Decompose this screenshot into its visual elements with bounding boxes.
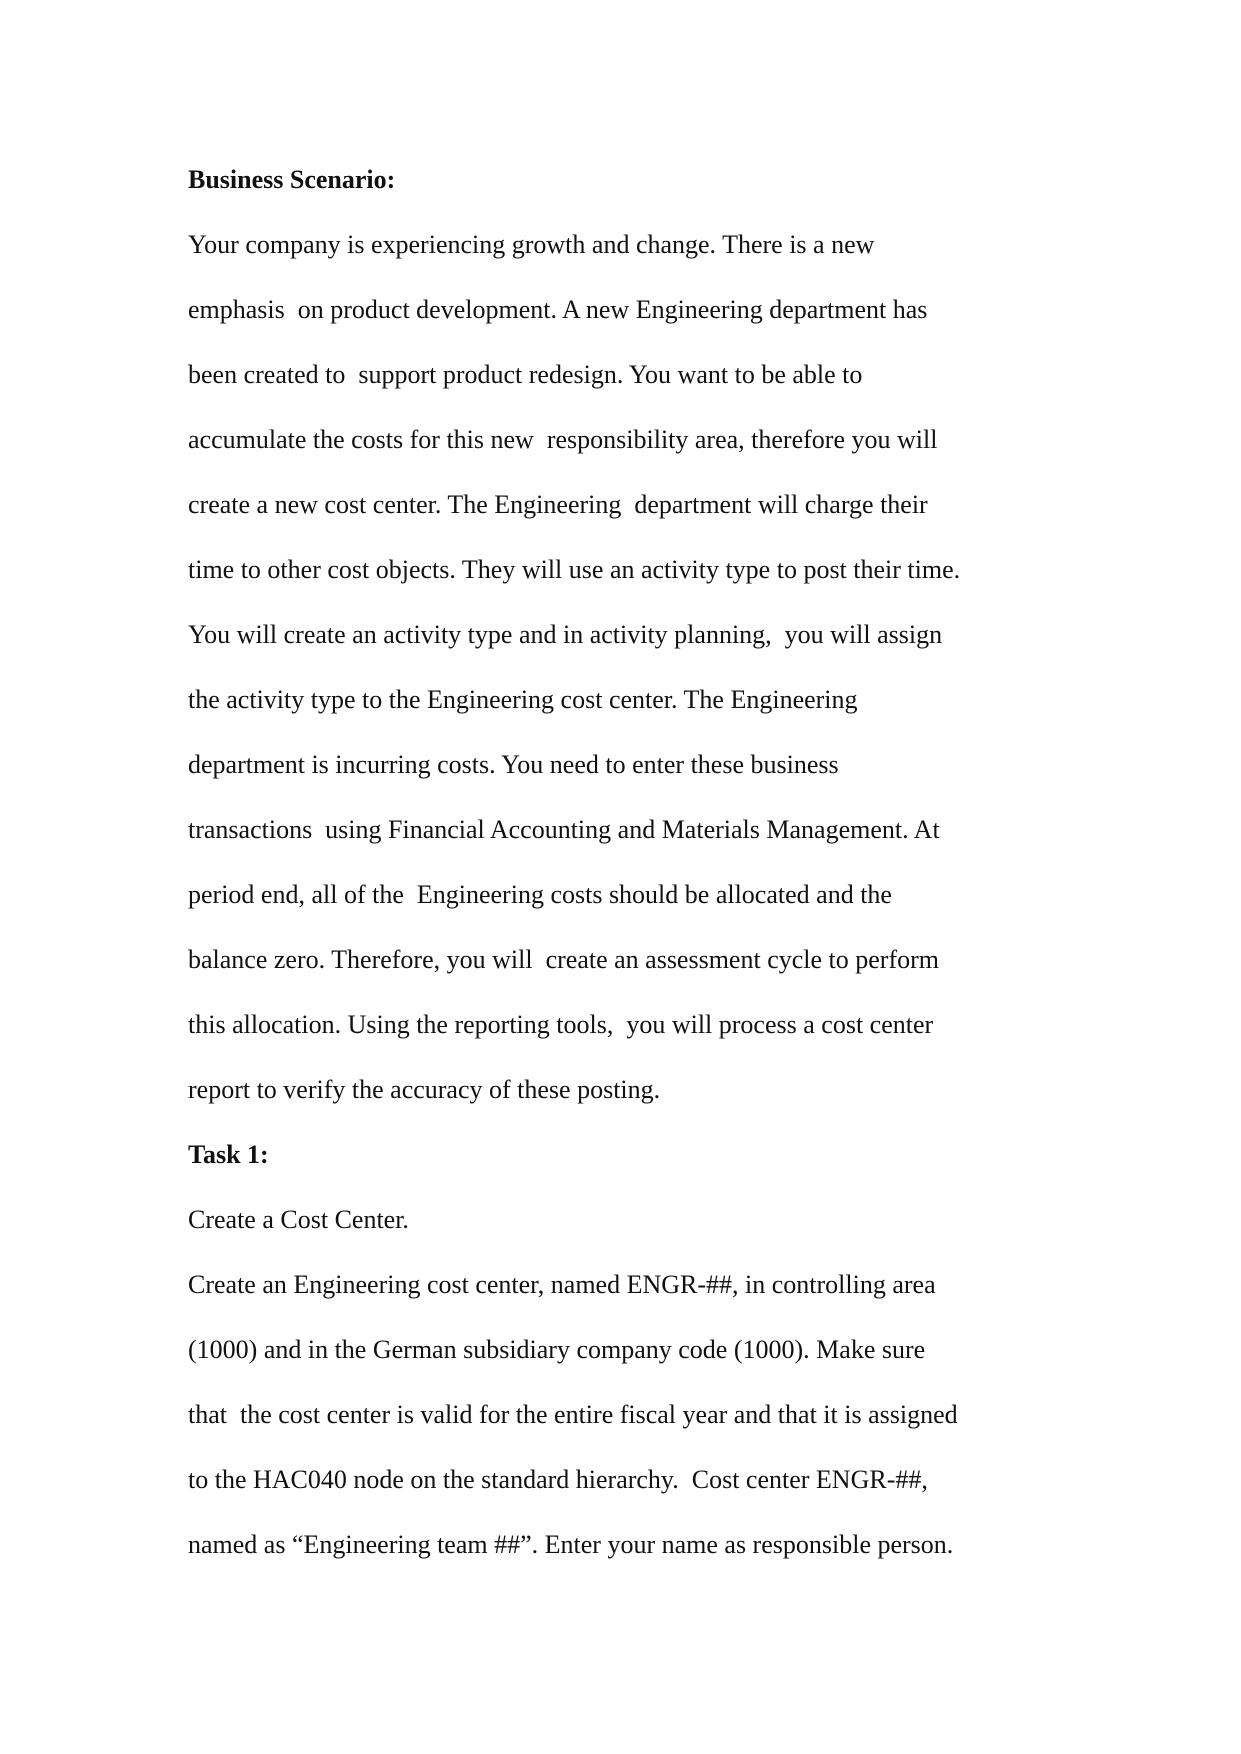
scenario-line: accumulate the costs for this new responsibility area, therefore you will — [188, 425, 938, 454]
scenario-line: report to verify the accuracy of these posting. — [188, 1075, 661, 1104]
task1-line: (1000) and in the German subsidiary company code (1000). Make sure — [188, 1335, 926, 1364]
scenario-line: time to other cost objects. They will use an activity type to post their time. — [188, 555, 961, 584]
document-body — [188, 160, 1068, 1590]
task1-line: that the cost center is valid for the entire fiscal year and that it is assigned — [188, 1400, 958, 1429]
scenario-paragraph — [188, 225, 1068, 1135]
task1-heading: Task 1: — [188, 1140, 269, 1169]
scenario-line: been created to support product redesign. You want to be able to — [188, 360, 863, 389]
scenario-line: Your company is experiencing growth and change. There is a new — [188, 230, 875, 259]
scenario-line: transactions using Financial Accounting and Materials Management. At — [188, 815, 940, 844]
task1-line: to the HAC040 node on the standard hierarchy. Cost center ENGR-##, — [188, 1465, 928, 1494]
scenario-line: balance zero. Therefore, you will create an assessment cycle to perform — [188, 945, 940, 974]
scenario-line: period end, all of the Engineering costs should be allocated and the — [188, 880, 892, 909]
task1-title: Create a Cost Center. — [188, 1205, 409, 1234]
task1-paragraph — [188, 1265, 1068, 1590]
business-scenario-heading: Business Scenario: — [188, 165, 396, 194]
task1-line: named as “Engineering team ##”. Enter your name as responsible person. — [188, 1530, 954, 1559]
task1-line: Create an Engineering cost center, named ENGR-##, in controlling area — [188, 1270, 936, 1299]
scenario-line: emphasis on product development. A new Engineering department has — [188, 295, 928, 324]
scenario-line: create a new cost center. The Engineering department will charge their — [188, 490, 928, 519]
scenario-line: the activity type to the Engineering cost center. The Engineering — [188, 685, 858, 714]
scenario-line: You will create an activity type and in activity planning, you will assign — [188, 620, 943, 649]
scenario-line: this allocation. Using the reporting tools, you will process a cost center — [188, 1010, 934, 1039]
scenario-line: department is incurring costs. You need to enter these business — [188, 750, 839, 779]
